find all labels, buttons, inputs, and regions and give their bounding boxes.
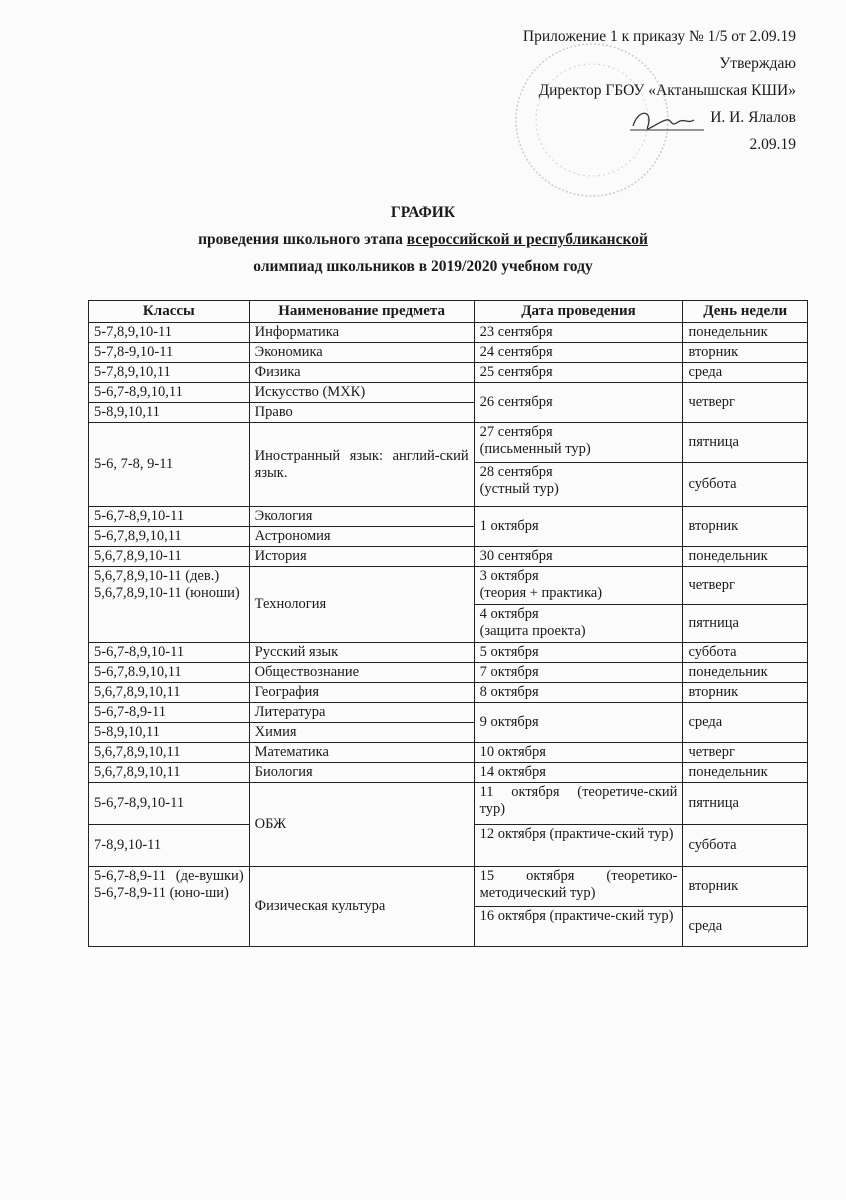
signer-name: И. И. Ялалов — [710, 109, 796, 126]
date-text: 27 сентября — [479, 424, 553, 440]
subject-cell: ОБЖ — [249, 783, 474, 867]
classes-cell: 5-6,7-8,9,10-11 — [89, 783, 250, 825]
classes-cell: 5-6,7-8,9,10,11 — [89, 383, 250, 403]
table-header-row — [89, 301, 808, 323]
classes-cell: 5-7,8,9,10-11 — [89, 323, 250, 343]
col-header-date: Дата проведения — [474, 301, 683, 323]
date-cell: 8 октября — [474, 683, 683, 703]
table-row — [89, 703, 808, 723]
day-cell: вторник — [683, 683, 808, 703]
day-cell: суббота — [683, 463, 808, 507]
date-cell: 1 октября — [474, 507, 683, 547]
day-cell: среда — [683, 363, 808, 383]
day-cell: суббота — [683, 825, 808, 867]
day-cell: понедельник — [683, 323, 808, 343]
date-note: (устный тур) — [479, 481, 559, 497]
subject-cell: Экономика — [249, 343, 474, 363]
subject-cell: Иностранный язык: англий-ский язык. — [249, 423, 474, 507]
doc-subtitle-1 — [0, 231, 846, 249]
approve-label: Утверждаю — [719, 55, 796, 72]
date-cell: 26 сентября — [474, 383, 683, 423]
day-cell: четверг — [683, 567, 808, 605]
subject-cell: Информатика — [249, 323, 474, 343]
classes-cell: 5-6,7-8,9,10-11 — [89, 643, 250, 663]
appendix-note: Приложение 1 к приказу № 1/5 от 2.09.19 — [522, 28, 796, 45]
subject-cell: Право — [249, 403, 474, 423]
day-cell: среда — [683, 703, 808, 743]
subtitle-underlined: всероссийской и республиканской — [406, 231, 648, 248]
date-cell: 7 октября — [474, 663, 683, 683]
subject-cell: Физика — [249, 363, 474, 383]
subject-cell: Астрономия — [249, 527, 474, 547]
doc-subtitle-2: олимпиад школьников в 2019/2020 учебном году — [253, 258, 593, 275]
day-cell: вторник — [683, 507, 808, 547]
date-cell: 12 октября (практиче-ский тур) — [474, 825, 683, 867]
table-row — [89, 867, 808, 907]
table-row — [89, 663, 808, 683]
classes-cell: 5-6,7-8,9,10-11 — [89, 507, 250, 527]
date-cell: 14 октября — [474, 763, 683, 783]
subject-cell: Русский язык — [249, 643, 474, 663]
date-text: 3 октября — [479, 568, 539, 584]
date-cell: 25 сентября — [474, 363, 683, 383]
table-row — [89, 423, 808, 463]
subtitle-prefix: проведения школьного этапа — [198, 231, 407, 248]
day-cell: четверг — [683, 743, 808, 763]
director-title: Директор ГБОУ «Актанышская КШИ» — [538, 82, 796, 99]
classes-cell: 5,6,7,8,9,10-11 (дев.) 5,6,7,8,9,10-11 (юноши) — [89, 567, 250, 643]
table-row — [89, 763, 808, 783]
table-row — [89, 643, 808, 663]
date-cell: 5 октября — [474, 643, 683, 663]
date-cell: 24 сентября — [474, 343, 683, 363]
subject-cell: Технология — [249, 567, 474, 643]
day-cell: вторник — [683, 343, 808, 363]
classes-cell: 5,6,7,8,9,10,11 — [89, 683, 250, 703]
table-row — [89, 567, 808, 605]
col-header-subject: Наименование предмета — [249, 301, 474, 323]
subject-cell: Литература — [249, 703, 474, 723]
classes-cell: 5-6,7,8,9,10,11 — [89, 527, 250, 547]
classes-cell: 5,6,7,8,9,10,11 — [89, 743, 250, 763]
date-cell — [474, 567, 683, 605]
classes-cell: 5-6,7-8,9-11 (де-вушки) 5-6,7-8,9-11 (юно-ши) — [89, 867, 250, 947]
classes-cell: 7-8,9,10-11 — [89, 825, 250, 867]
day-cell: пятница — [683, 605, 808, 643]
subject-cell: Искусство (МХК) — [249, 383, 474, 403]
date-cell — [474, 463, 683, 507]
date-cell: 9 октября — [474, 703, 683, 743]
classes-cell: 5-6,7-8,9-11 — [89, 703, 250, 723]
classes-cell: 5-8,9,10,11 — [89, 723, 250, 743]
day-cell: вторник — [683, 867, 808, 907]
date-note: (письменный тур) — [479, 441, 591, 457]
table-row — [89, 507, 808, 527]
subject-cell: История — [249, 547, 474, 567]
day-cell: понедельник — [683, 663, 808, 683]
day-cell: понедельник — [683, 763, 808, 783]
classes-cell: 5,6,7,8,9,10-11 — [89, 547, 250, 567]
table-row — [89, 363, 808, 383]
table-row — [89, 343, 808, 363]
approval-date: 2.09.19 — [749, 136, 796, 153]
day-cell: пятница — [683, 423, 808, 463]
date-cell: 10 октября — [474, 743, 683, 763]
table-row — [89, 383, 808, 403]
doc-title: ГРАФИК — [390, 204, 456, 221]
subject-cell: Биология — [249, 763, 474, 783]
date-cell: 30 сентября — [474, 547, 683, 567]
day-cell: четверг — [683, 383, 808, 423]
classes-cell: 5-7,8-9,10-11 — [89, 343, 250, 363]
col-header-day: День недели — [683, 301, 808, 323]
date-cell — [474, 423, 683, 463]
col-header-classes: Классы — [89, 301, 250, 323]
classes-cell: 5-6, 7-8, 9-11 — [89, 423, 250, 507]
date-text: 28 сентября — [479, 464, 553, 480]
date-cell: 15 октября (теоретико-методический тур) — [474, 867, 683, 907]
classes-cell: 5,6,7,8,9,10,11 — [89, 763, 250, 783]
signature — [628, 104, 708, 144]
date-note: (теория + практика) — [479, 585, 603, 601]
table-row — [89, 323, 808, 343]
day-cell: суббота — [683, 643, 808, 663]
date-cell: 16 октября (практиче-ский тур) — [474, 907, 683, 947]
date-note: (защита проекта) — [479, 623, 586, 639]
subject-cell: География — [249, 683, 474, 703]
classes-cell: 5-6,7,8.9,10,11 — [89, 663, 250, 683]
classes-cell: 5-7,8,9,10,11 — [89, 363, 250, 383]
table-row — [89, 743, 808, 763]
day-cell: среда — [683, 907, 808, 947]
subject-cell: Математика — [249, 743, 474, 763]
day-cell: пятница — [683, 783, 808, 825]
subject-cell: Физическая культура — [249, 867, 474, 947]
subject-cell: Обществознание — [249, 663, 474, 683]
date-cell — [474, 605, 683, 643]
table-row — [89, 783, 808, 825]
date-text: 4 октября — [479, 606, 539, 622]
classes-cell: 5-8,9,10,11 — [89, 403, 250, 423]
olympiad-schedule-table — [88, 300, 808, 947]
date-cell: 23 сентября — [474, 323, 683, 343]
date-cell: 11 октября (теоретиче-ский тур) — [474, 783, 683, 825]
table-row — [89, 683, 808, 703]
table-row — [89, 547, 808, 567]
subject-cell: Химия — [249, 723, 474, 743]
day-cell: понедельник — [683, 547, 808, 567]
subject-cell: Экология — [249, 507, 474, 527]
